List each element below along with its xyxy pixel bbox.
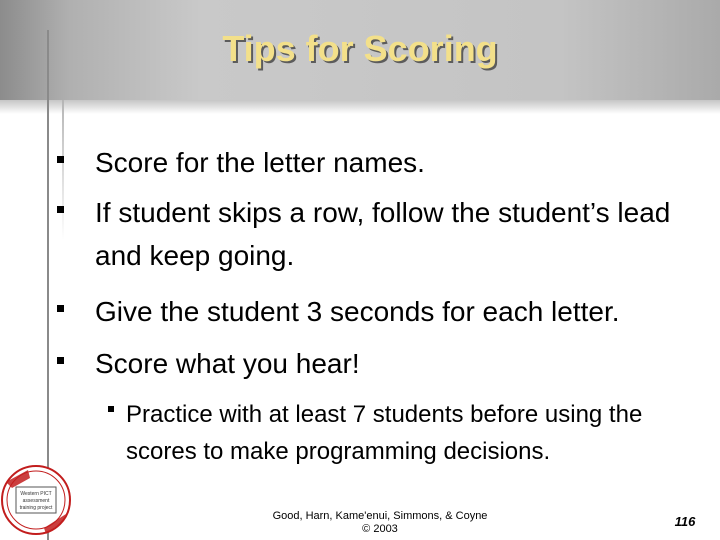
- footer-citation: [245, 510, 515, 536]
- title-band-fade: [0, 100, 720, 114]
- square-bullet-icon: [57, 357, 64, 364]
- bullet-text: Score for the letter names.: [95, 147, 425, 178]
- square-sub-bullet-icon: [108, 406, 114, 412]
- logo-line: training project: [19, 505, 53, 511]
- logo-line: Western PICT: [20, 491, 52, 497]
- logo-line: assessment: [22, 498, 50, 504]
- bullet-text: Score what you hear!: [95, 348, 360, 379]
- page-number: 116: [674, 514, 696, 529]
- slide-title: Tips for Scoring: [222, 28, 498, 69]
- bullet-text: If student skips a row, follow the student’s lead and keep going.: [95, 197, 671, 271]
- sub-bullet-text: Practice with at least 7 students before using the scores to make programming decisions.: [126, 401, 643, 465]
- footer-authors: Good, Harn, Kame'enui, Simmons, & Coyne: [272, 510, 488, 522]
- square-bullet-icon: [57, 206, 64, 213]
- square-bullet-icon: [57, 156, 64, 163]
- circular-seal-logo-icon: [0, 462, 72, 538]
- decorative-vertical-line-fade: [62, 100, 64, 240]
- square-bullet-icon: [57, 305, 64, 312]
- bullet-text: Give the student 3 seconds for each letter.: [95, 296, 620, 327]
- footer-copyright: © 2003: [362, 523, 398, 535]
